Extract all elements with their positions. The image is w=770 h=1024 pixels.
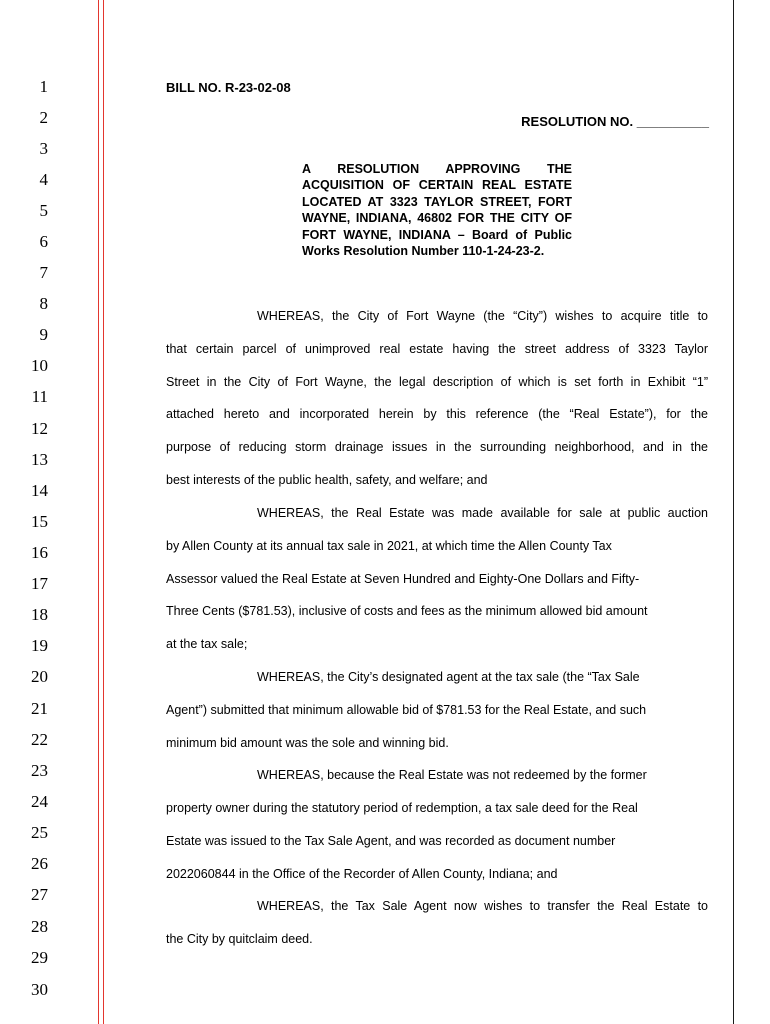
resolution-number: RESOLUTION NO. __________ — [521, 114, 709, 129]
margin-red-line-inner — [103, 0, 104, 1024]
line-number: 1 — [39, 77, 48, 96]
body-line: attached hereto and incorporated herein by this reference (the “Real Estate”), for the — [166, 407, 708, 421]
body-line: Assessor valued the Real Estate at Seven Hundred and Eighty-One Dollars and Fifty- — [166, 572, 640, 586]
resolution-title: A RESOLUTION APPROVING THE ACQUISITION OF CERTAIN REAL ESTATE LOCATED AT 3323 TAYLOR STREET, FORT WAYNE, INDIANA, 46802 FOR THE CITY OF FORT WAYNE, INDIANA – Board of Public Works Resolution Number 110-1-24-23-2. — [302, 162, 572, 259]
body-line: Estate was issued to the Tax Sale Agent, and was recorded as document number — [166, 834, 616, 848]
bill-number: BILL NO. R-23-02-08 — [166, 80, 291, 95]
body-line: WHEREAS, the Tax Sale Agent now wishes to transfer the Real Estate to — [257, 899, 708, 913]
body-line: Agent”) submitted that minimum allowable bid of $781.53 for the Real Estate, and such — [166, 703, 647, 717]
body-line: that certain parcel of unimproved real estate having the street address of 3323 Taylor — [166, 342, 708, 356]
line-number: 10 — [31, 356, 48, 375]
body-line: purpose of reducing storm drainage issues in the surrounding neighborhood, and in the — [166, 440, 708, 454]
line-number: 22 — [31, 730, 48, 749]
line-number: 20 — [31, 667, 48, 686]
body-line: best interests of the public health, safety, and welfare; and — [166, 473, 488, 487]
margin-red-line-outer — [98, 0, 99, 1024]
line-number: 15 — [31, 512, 48, 531]
body-line: WHEREAS, the City of Fort Wayne (the “City”) wishes to acquire title to — [257, 309, 708, 323]
right-margin-line — [733, 0, 734, 1024]
line-number: 8 — [39, 294, 48, 313]
line-number: 26 — [31, 854, 48, 873]
body-line: Street in the City of Fort Wayne, the legal description of which is set forth in Exhibit “1” — [166, 375, 708, 389]
line-number: 4 — [39, 170, 48, 189]
line-number: 21 — [31, 699, 48, 718]
body-line: WHEREAS, because the Real Estate was not redeemed by the former — [257, 768, 647, 782]
line-number: 14 — [31, 481, 48, 500]
line-number: 11 — [31, 387, 48, 406]
line-number: 24 — [31, 792, 48, 811]
body-line: minimum bid amount was the sole and winning bid. — [166, 736, 449, 750]
line-number: 25 — [31, 823, 48, 842]
body-line: by Allen County at its annual tax sale in 2021, at which time the Allen County Tax — [166, 539, 612, 553]
line-number: 27 — [31, 885, 48, 904]
line-number: 3 — [39, 139, 48, 158]
line-number: 29 — [31, 948, 48, 967]
line-number: 28 — [31, 917, 48, 936]
line-number: 2 — [39, 108, 48, 127]
body-line: property owner during the statutory period of redemption, a tax sale deed for the Real — [166, 801, 638, 815]
line-number: 7 — [39, 263, 48, 282]
line-number: 18 — [31, 605, 48, 624]
body-line: the City by quitclaim deed. — [166, 932, 313, 946]
body-line: 2022060844 in the Office of the Recorder of Allen County, Indiana; and — [166, 867, 558, 881]
line-number: 19 — [31, 636, 48, 655]
line-number: 12 — [31, 419, 48, 438]
line-number-column — [0, 0, 60, 1024]
line-number: 17 — [31, 574, 48, 593]
line-number: 23 — [31, 761, 48, 780]
line-number: 13 — [31, 450, 48, 469]
line-number: 30 — [31, 980, 48, 999]
body-line: at the tax sale; — [166, 637, 248, 651]
line-number: 9 — [39, 325, 48, 344]
body-line: WHEREAS, the Real Estate was made available for sale at public auction — [257, 506, 708, 520]
line-number: 6 — [39, 232, 48, 251]
line-number: 16 — [31, 543, 48, 562]
body-line: Three Cents ($781.53), inclusive of costs and fees as the minimum allowed bid amount — [166, 604, 648, 618]
body-line: WHEREAS, the City’s designated agent at the tax sale (the “Tax Sale — [257, 670, 640, 684]
line-number: 5 — [39, 201, 48, 220]
